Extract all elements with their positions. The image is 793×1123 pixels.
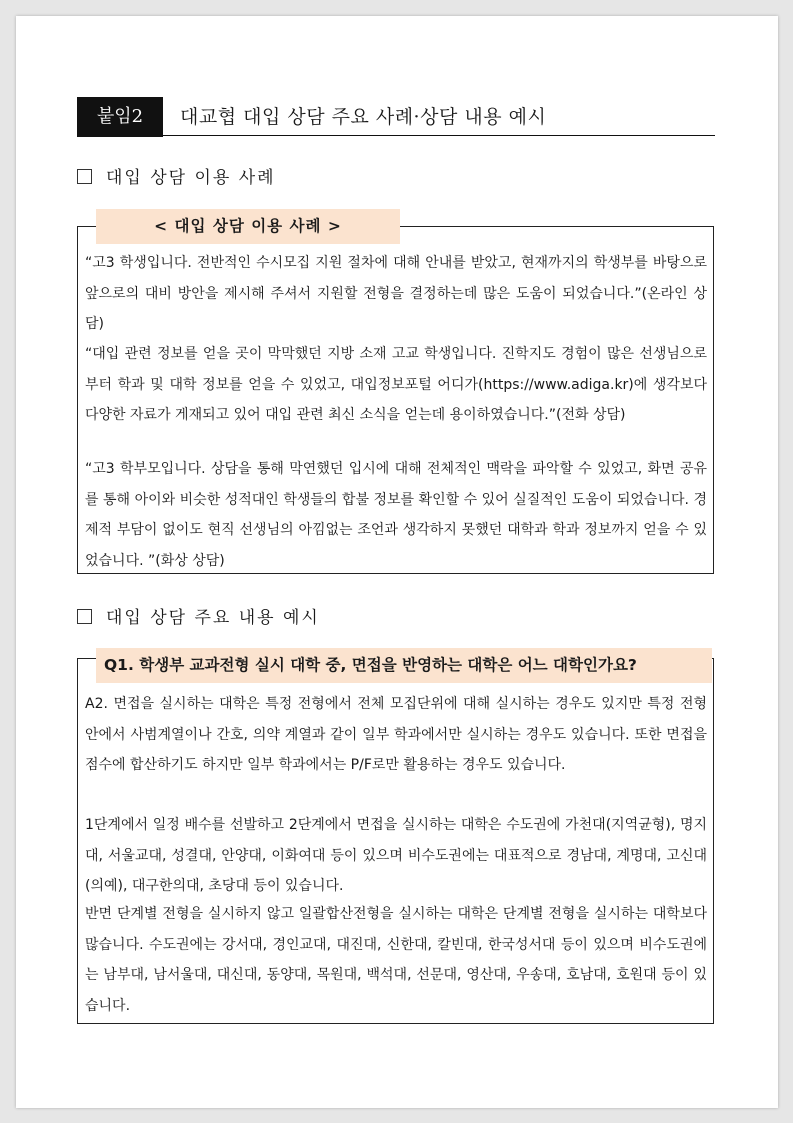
case-paragraph: “고3 학부모입니다. 상담을 통해 막연했던 입시에 대해 전체적인 맥락을 파악할 수 있었고, 화면 공유를 통해 아이와 비슷한 성적대인 학생들의 합불 정보를 확인할 수 있어 실질적인 도움이 되었습니다. 경제적 부담이 없이도 현직 선생님의 아낌없는 조언과 생각하지 못했던 대학과 학과 정보까지 얻을 수 있었습니다. ”(화상 상담)	[85, 461, 707, 569]
section-heading-text: 대입 상담 이용 사례	[106, 168, 276, 188]
section-heading-text: 대입 상담 주요 내용 예시	[106, 608, 320, 628]
cases-box-label: < 대입 상담 이용 사례 >	[96, 209, 400, 244]
question-label: Q1. 학생부 교과전형 실시 대학 중, 면접을 반영하는 대학은 어느 대학인가요?	[96, 648, 712, 683]
section-heading-cases	[77, 164, 276, 192]
checkbox-square-icon	[77, 169, 92, 184]
answer-paragraph: 1단계에서 일정 배수를 선발하고 2단계에서 면접을 실시하는 대학은 수도권에 가천대(지역균형), 명지대, 서울교대, 성결대, 안양대, 이화여대 등이 있으며 비수도권에는 대표적으로 경남대, 계명대, 고신대(의예), 대구한의대, 초당대 등이 있습니다.	[85, 817, 707, 894]
title-underline	[163, 135, 715, 136]
section-heading-examples	[77, 604, 320, 632]
case-paragraph: “대입 관련 정보를 얻을 곳이 막막했던 지방 소재 고교 학생입니다. 진학지도 경험이 많은 선생님으로부터 학과 및 대학 정보를 얻을 수 있었고, 대입정보포털 어디가(https://www.adiga.kr)에 생각보다 다양한 자료가 게재되고 있어 대입 관련 최신 소식을 얻는데 용이하였습니다.”(전화 상담)	[85, 346, 707, 423]
case-paragraph: “고3 학생입니다. 전반적인 수시모집 지원 절차에 대해 안내를 받았고, 현재까지의 학생부를 바탕으로 앞으로의 대비 방안을 제시해 주셔서 지원할 전형을 결정하는데 많은 도움이 되었습니다.”(온라인 상담)	[85, 255, 707, 332]
answer-paragraph: 반면 단계별 전형을 실시하지 않고 일괄합산전형을 실시하는 대학은 단계별 전형을 실시하는 대학보다 많습니다. 수도권에는 강서대, 경인교대, 대진대, 신한대, 칼빈대, 한국성서대 등이 있으며 비수도권에는 남부대, 남서울대, 대신대, 동양대, 목원대, 백석대, 선문대, 영산대, 우송대, 호남대, 호원대 등이 있습니다.	[85, 906, 707, 1014]
appendix-tag: 붙임2	[77, 97, 163, 137]
answer-paragraph: A2. 면접을 실시하는 대학은 특정 전형에서 전체 모집단위에 대해 실시하는 경우도 있지만 특정 전형 안에서 사범계열이나 간호, 의약 계열과 같이 일부 학과에서만 실시하는 경우도 있습니다. 또한 면접을 점수에 합산하기도 하지만 일부 학과에서는 P/F로만 활용하는 경우도 있습니다.	[85, 696, 707, 773]
document-title: 대교협 대입 상담 주요 사례·상담 내용 예시	[180, 106, 547, 128]
checkbox-square-icon	[77, 609, 92, 624]
